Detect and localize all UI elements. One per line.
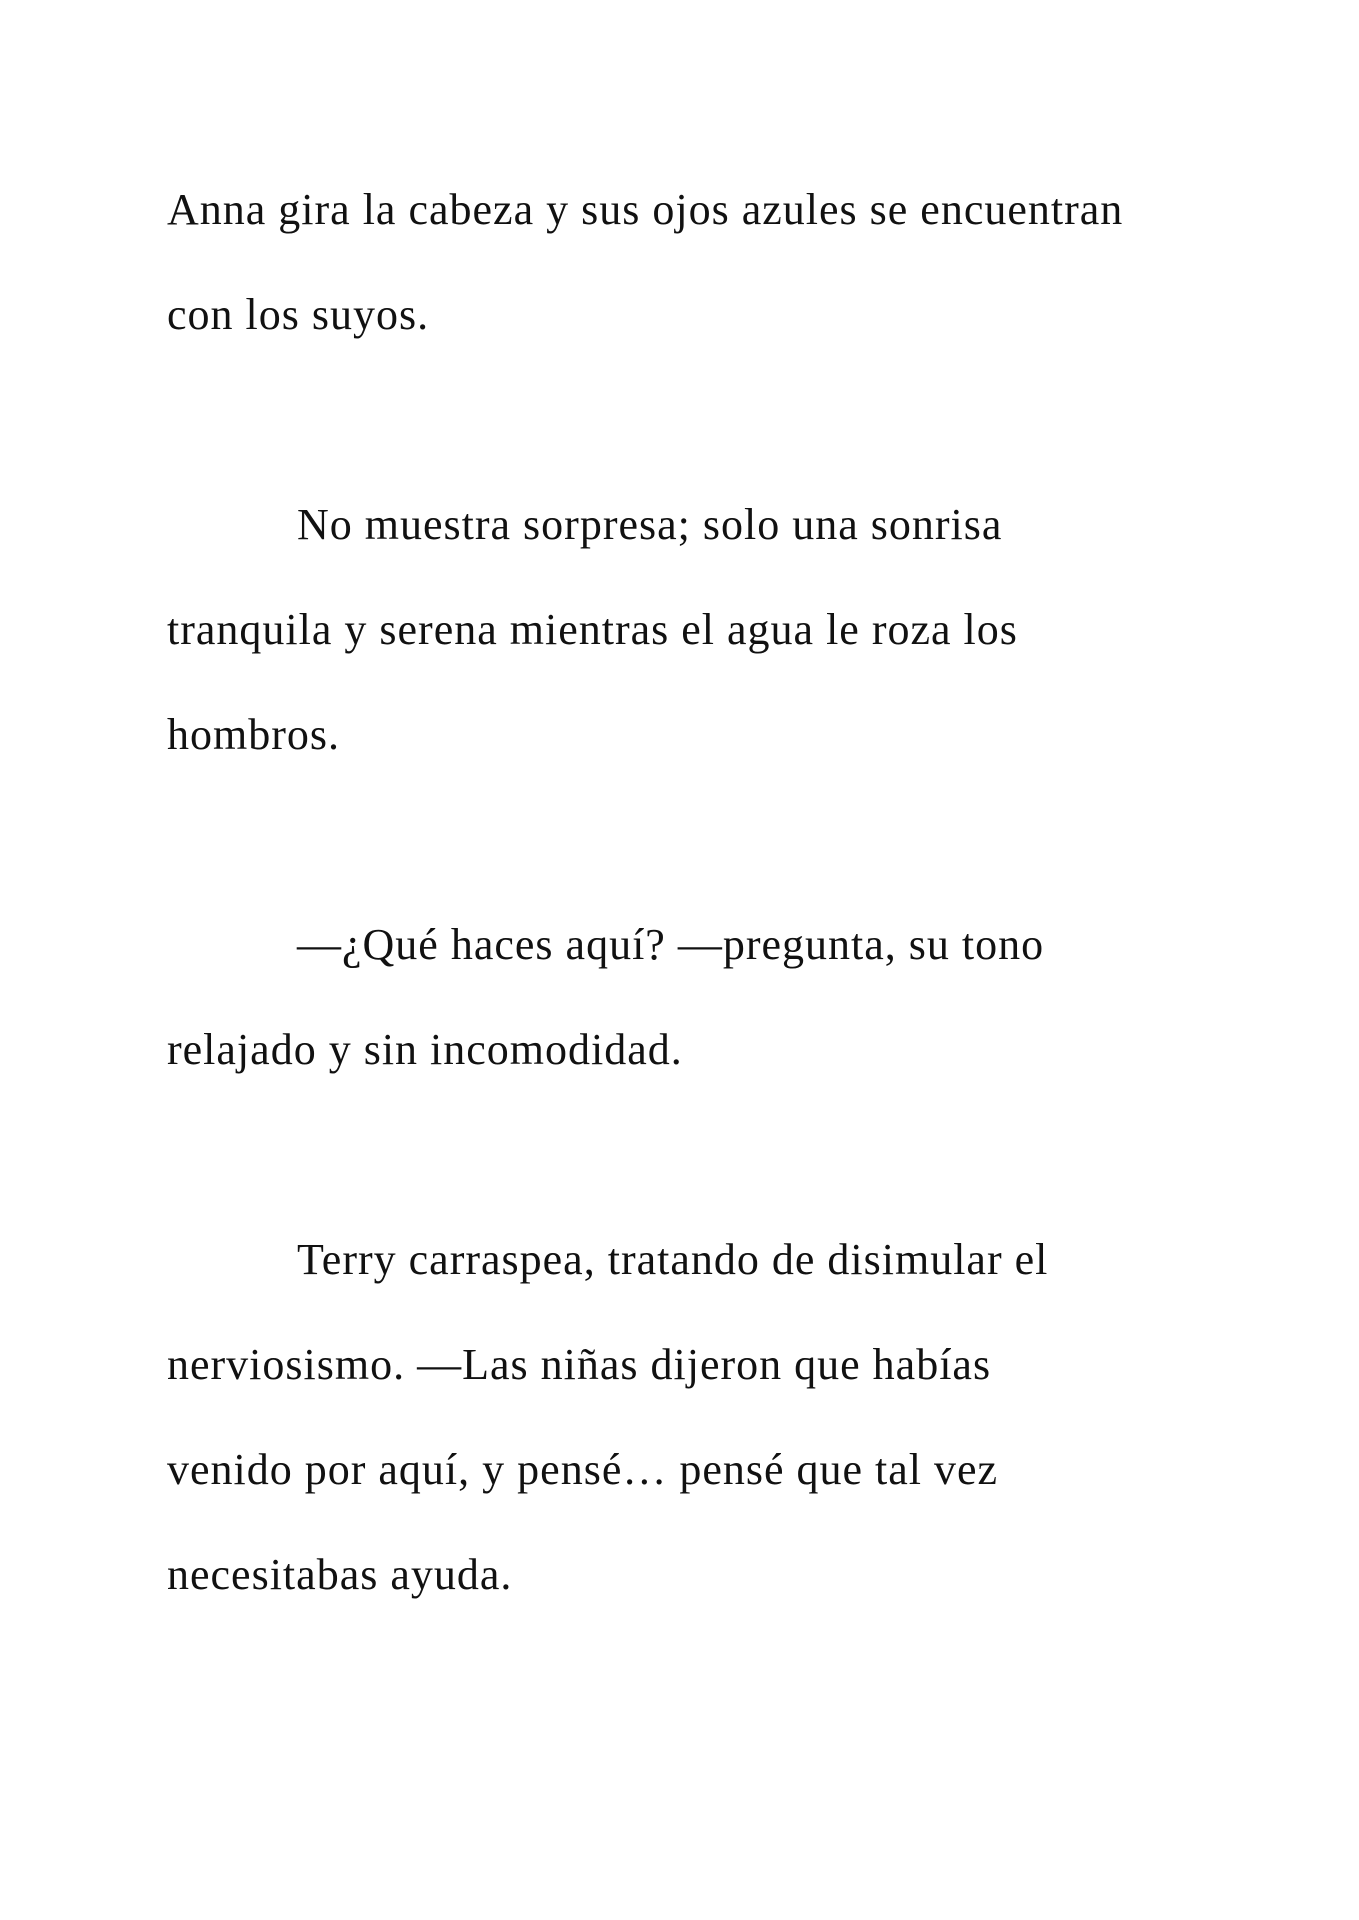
- text-line: con los suyos.: [167, 290, 430, 339]
- text-line: —¿Qué haces aquí? —pregunta, su tono: [297, 920, 1045, 969]
- text-line: hombros.: [167, 710, 340, 759]
- paragraph-3: [167, 892, 1247, 1102]
- text-line: relajado y sin incomodidad.: [167, 1025, 683, 1074]
- text-line: nerviosismo. —Las niñas dijeron que habías: [167, 1340, 992, 1389]
- text-line: tranquila y serena mientras el agua le roza los: [167, 605, 1018, 654]
- text-line: venido por aquí, y pensé… pensé que tal vez: [167, 1445, 999, 1494]
- paragraph-2: [167, 472, 1247, 787]
- text-line: No muestra sorpresa; solo una sonrisa: [297, 500, 1003, 549]
- paragraph-spacer: [167, 367, 1247, 472]
- paragraph-4: [167, 1207, 1247, 1627]
- text-line: Anna gira la cabeza y sus ojos azules se encuentran: [167, 185, 1124, 234]
- text-line: Terry carraspea, tratando de disimular el: [297, 1235, 1049, 1284]
- paragraph-spacer: [167, 787, 1247, 892]
- text-line: necesitabas ayuda.: [167, 1550, 513, 1599]
- paragraph-spacer: [167, 1102, 1247, 1207]
- body-text: [167, 157, 1247, 1627]
- paragraph-1: [167, 157, 1247, 367]
